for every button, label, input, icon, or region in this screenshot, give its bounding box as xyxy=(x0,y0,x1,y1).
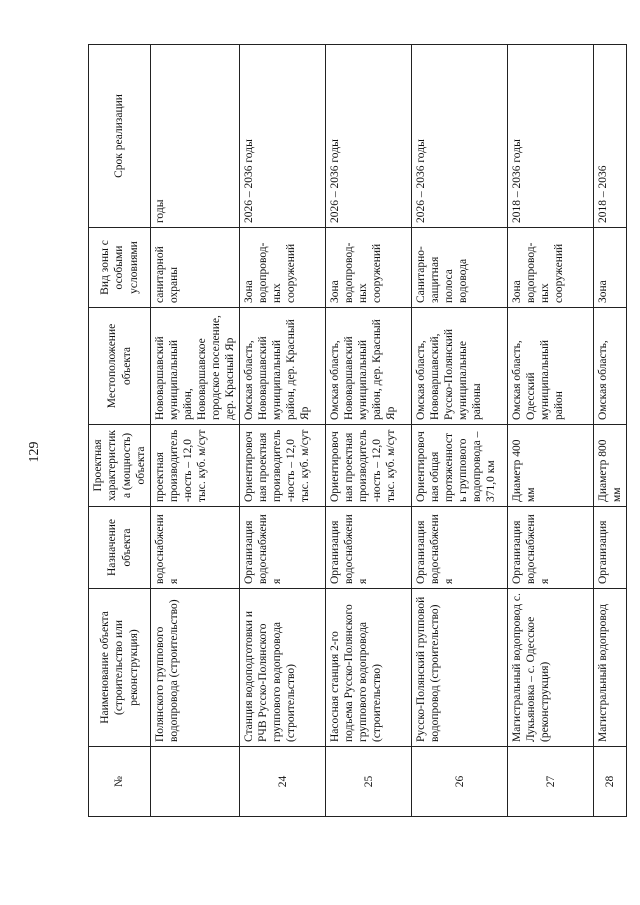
cell-location: Омская область, Нововаршавский муниципальный район, дер. Красный Яр xyxy=(326,308,412,425)
cell-purpose: Организация водоснабжения xyxy=(240,507,326,589)
cell-zone: Зона водопровод-ных сооружений xyxy=(326,228,412,308)
cell-characteristic: Ориентировочная проектная производитель-ность – 12,0 тыс. куб. м/сут xyxy=(240,425,326,507)
table-row xyxy=(594,45,627,817)
cell-num: 26 xyxy=(412,747,508,817)
cell-characteristic: проектная производитель-ность – 12,0 тыс. куб. м/сут xyxy=(151,425,240,507)
projects-table xyxy=(88,44,627,817)
cell-period: 2018 – 2036 xyxy=(594,45,627,228)
cell-num: 28 xyxy=(594,747,627,817)
cell-num xyxy=(151,747,240,817)
cell-num: 27 xyxy=(508,747,594,817)
table-row xyxy=(508,45,594,817)
cell-period: 2026 – 2036 годы xyxy=(412,45,508,228)
table-row xyxy=(412,45,508,817)
cell-name: Русско-Полянский групповой водопровод (строительство) xyxy=(412,589,508,747)
header-name: Наименование объекта (строительство или реконструкция) xyxy=(89,589,151,747)
cell-purpose: Организация xyxy=(594,507,627,589)
cell-zone: Зона водопровод-ных сооружений xyxy=(240,228,326,308)
cell-characteristic: Ориентировочная общая протяженность группового водопровода – 371,0 км xyxy=(412,425,508,507)
cell-characteristic: Диаметр 400 мм xyxy=(508,425,594,507)
header-period: Срок реализации xyxy=(89,45,151,228)
cell-characteristic: Ориентировочная проектная производитель-ность – 12,0 тыс. куб. м/сут xyxy=(326,425,412,507)
table-row xyxy=(326,45,412,817)
cell-name: Магистральный водопровод с. Лукьяновка – с. Одесское (реконструкция) xyxy=(508,589,594,747)
cell-period: 2026 – 2036 годы xyxy=(240,45,326,228)
header-location: Местоположение объекта xyxy=(89,308,151,425)
cell-characteristic: Диаметр 800 мм xyxy=(594,425,627,507)
cell-name: Магистральный водопровод xyxy=(594,589,627,747)
cell-purpose: Организация водоснабжения xyxy=(508,507,594,589)
table-row xyxy=(240,45,326,817)
cell-name: Станция водоподготовки и РЧВ Русско-Полянского группового водопровода (строительство) xyxy=(240,589,326,747)
table-header-row xyxy=(89,45,151,817)
header-purpose: Назначение объекта xyxy=(89,507,151,589)
table-row xyxy=(151,45,240,817)
cell-num: 25 xyxy=(326,747,412,817)
rotated-table-container xyxy=(88,45,624,817)
cell-purpose: Организация водоснабжения xyxy=(326,507,412,589)
header-zone: Вид зоны с особыми условиями xyxy=(89,228,151,308)
cell-period: 2026 – 2036 годы xyxy=(326,45,412,228)
cell-location: Омская область, Одесский муниципальный район xyxy=(508,308,594,425)
header-num: № xyxy=(89,747,151,817)
cell-period: годы xyxy=(151,45,240,228)
cell-location: Омская область, Нововаршавский муниципальный район, дер. Красный Яр xyxy=(240,308,326,425)
cell-purpose: Организация водоснабжения xyxy=(412,507,508,589)
cell-num: 24 xyxy=(240,747,326,817)
cell-purpose: водоснабжения xyxy=(151,507,240,589)
cell-location: Нововаршавский муниципальный район, Нововаршавское городское поселение, дер. Красный Яр xyxy=(151,308,240,425)
cell-zone: санитарной охраны xyxy=(151,228,240,308)
cell-zone: Санитарно-защитная полоса водовода xyxy=(412,228,508,308)
cell-period: 2018 – 2036 годы xyxy=(508,45,594,228)
cell-zone: Зона водопровод-ных сооружений xyxy=(508,228,594,308)
cell-name: Полянского группового водопровода (строительство) xyxy=(151,589,240,747)
cell-location: Омская область, xyxy=(594,308,627,425)
cell-name: Насосная станция 2-го подъема Русско-Полянского группового водопровода (строительство) xyxy=(326,589,412,747)
header-characteristic: Проектная характеристика (мощность) объекта xyxy=(89,425,151,507)
cell-zone: Зона xyxy=(594,228,627,308)
page-number: 129 xyxy=(27,441,42,463)
cell-location: Омская область, Нововаршавский, Русско-Полянский муниципальные районы xyxy=(412,308,508,425)
